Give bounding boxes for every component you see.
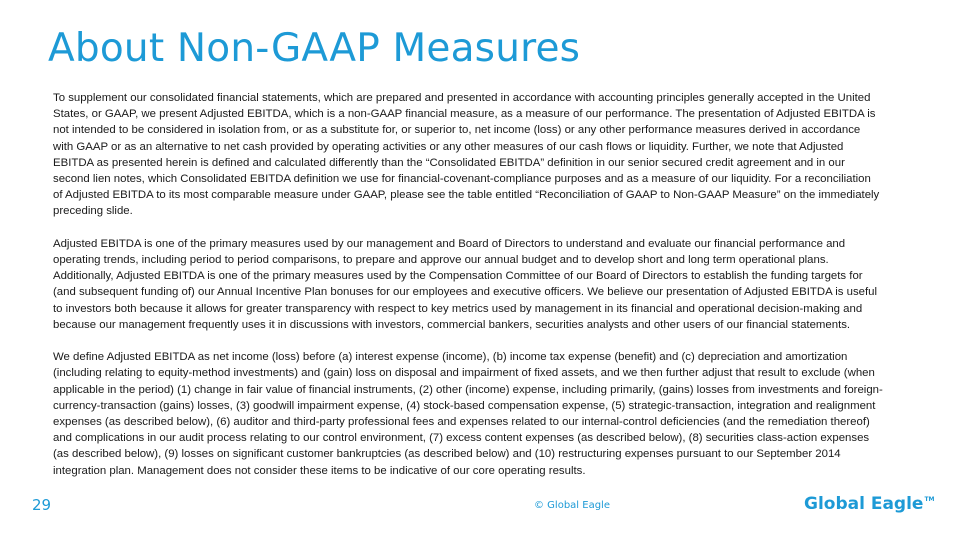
paragraph-1: To supplement our consolidated financial statements, which are prepared and presented in accordance with accounting principles generally accepted in the United States, or GAAP, we present Adjusted EBITDA, which is a non-GAAP financial measure, as a measure of our performance. The presentation of Adjusted EBITDA is not intended to be considered in isolation from, or as a substitute for, or superior to, net income (loss) or any other performance measures derived in accordance with GAAP or as an alternative to net cash provided by operating activities or any other measures of our cash flows or liquidity. Further, we note that Adjusted EBITDA as presented herein is defined and calculated differently than the “Consolidated EBITDA” definition in our senior secured credit agreement and in our second lien notes, which Consolidated EBITDA definition we use for financial-covenant-compliance purposes and as a measure of our liquidity. For a reconciliation of Adjusted EBITDA to its most comparable measure under GAAP, please see the table entitled “Reconciliation of GAAP to Non-GAAP Measure” on the immediately preceding slide. (53, 92, 880, 218)
paragraph-2: Adjusted EBITDA is one of the primary measures used by our management and Board of Directors to understand and evaluate our financial performance and operating trends, including period to period comparisons, to prepare and approve our annual budget and to develop short and long term operational plans. Additionally, Adjusted EBITDA is one of the primary measures used by the Compensation Committee of our Board of Directors to establish the funding targets for (and subsequent funding of) our Annual Incentive Plan bonuses for our employees and executive officers. We believe our presentation of Adjusted EBITDA is useful to investors both because it allows for greater transparency with respect to key metrics used by management in its financial and operational decision-making and because our management frequently uses it in discussions with investors, commercial bankers, securities analysts and other users of our financial statements. (53, 237, 878, 331)
copyright-text: © Global Eagle (534, 500, 610, 511)
page-number: 29 (32, 496, 52, 514)
slide-title: About Non-GAAP Measures (48, 26, 581, 71)
body-text (53, 90, 883, 495)
logo-text: Global Eagle (804, 494, 924, 514)
paragraph-3: We define Adjusted EBITDA as net income (loss) before (a) interest expense (income), (b) income tax expense (benefit) and (c) depreciation and amortization (including relating to equity-method investments) and (gain) loss on disposal and impairment of fixed assets, and we then further adjust that result to exclude (when applicable in the period) (1) change in fair value of financial instruments, (2) other (income) expense, including primarily, (gains) losses from investments and foreign-currency-transaction (gains) losses, (3) goodwill impairment expense, (4) stock-based compensation expense, (5) strategic-transaction, integration and realignment expenses (as described below), (6) auditor and third-party professional fees and expenses related to our internal-control deficiencies (and the remediation thereof) and complications in our audit process relating to our control environment, (7) excess content expenses (as described below), (8) securities class-action expenses (as described below), (9) losses on significant customer bankruptcies (as described below) and (10) restructuring expenses pursuant to our September 2014 integration plan. Management does not consider these items to be indicative of our core operating results. (53, 351, 883, 477)
global-eagle-logo (804, 494, 935, 514)
logo-trademark: TM (924, 496, 935, 503)
